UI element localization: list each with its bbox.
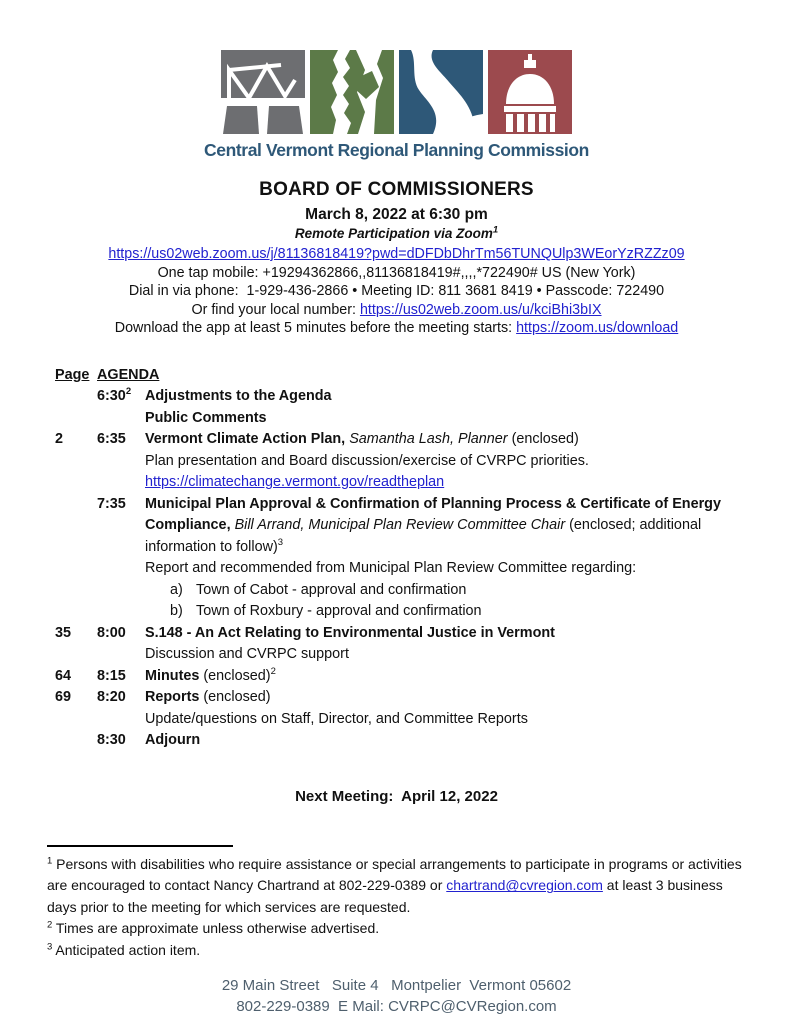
footnote-3: $^3$ Anticipated action item. [47, 941, 201, 958]
page-title: BOARD OF COMMISSIONERS [259, 179, 534, 200]
next-meeting-line: Next Meeting: April 12, 2022 [295, 787, 498, 805]
agenda-row: 2 6:35 Vermont Climate Action Plan, Samantha Lash, Planner (enclosed) [55, 431, 579, 448]
climate-plan-link[interactable]: https://climatechange.vermont.gov/readtheplan [145, 474, 445, 491]
footnote-ref-2: 2 [270, 666, 276, 678]
list-item: b) Town of Roxbury - approval and confirmation [170, 603, 482, 620]
list-item: a) Town of Cabot - approval and confirmation [170, 581, 467, 598]
download-line: Download the app at least 5 minutes before the meeting starts: https://zoom.us/download [114, 320, 679, 337]
footnotes-section [47, 854, 746, 962]
logo-squares [47, 50, 746, 134]
zoom-meeting-link[interactable]: https://us02web.zoom.us/j/81136818419?pwd=dDFDbDhrTm56TUNQUlp3WEorYzRZZz09 [108, 246, 685, 262]
footer-contact: 802-229-0389 E Mail: CVRPC@CVRegion.com [236, 998, 557, 1016]
agenda-row: 64 8:15 Minutes (enclosed)$^2$ [55, 666, 276, 684]
footnote-1: $^1$ Persons with disabilities who require assistance or special arrangements to participate in programs or activities are encouraged to contact Nancy Chartrand at 802-229-0389 or chartrand@cvregion.com at least 3 business days prior to the meeting for which services are requested. [47, 855, 746, 915]
agenda-row: 69 8:20 Reports (enclosed) [55, 689, 271, 706]
agenda-row: 7:35 Municipal Plan Approval & Confirmation of Planning Process & Certificate of Energy Compliance, Bill Arrand, Municipal Plan Review Committee Chair (enclosed; additional information to follow)$^3$ [97, 495, 721, 555]
cvrpc-logo [47, 50, 746, 161]
agenda-row: Report and recommended from Municipal Plan Review Committee regarding: [145, 560, 637, 577]
agenda-row [47, 601, 746, 623]
agenda-section [47, 365, 746, 752]
agenda-row: Public Comments [145, 409, 267, 426]
agenda-header-row [47, 365, 746, 387]
footnote-separator [47, 845, 233, 847]
agenda-row: 35 8:00 S.148 - An Act Relating to Environmental Justice in Vermont [55, 624, 555, 641]
agenda-row: 8:30 Adjourn [97, 732, 201, 749]
agenda-row [47, 472, 746, 494]
local-number-line: Or find your local number: https://us02web.zoom.us/u/kciBhi3bIX [191, 301, 602, 318]
footnote-ref-2: 2 [125, 386, 132, 398]
page-column-header: Page [55, 366, 90, 383]
footer-address: 29 Main Street Suite 4 Montpelier Vermont 05602 [221, 977, 572, 995]
remote-participation-line: Remote Participation via Zoom$^1$ [294, 224, 499, 241]
org-name: Central Vermont Regional Planning Commission [204, 140, 589, 160]
agenda-title: AGENDA [97, 366, 160, 383]
meeting-datetime: March 8, 2022 at 6:30 pm [305, 206, 488, 223]
footnote-ref-1: 1 [492, 224, 499, 236]
footnote-ref-3: 3 [277, 537, 284, 549]
dial-in-line: Dial in via phone: 1-929-436-2866 • Meeting ID: 811 3681 8419 • Passcode: 722490 [128, 283, 665, 300]
footnote-2: $^2$ Times are approximate unless otherwise advertised. [47, 919, 380, 937]
zoom-link-line [47, 245, 746, 264]
document-footer [47, 975, 746, 1017]
vermont-map-icon [310, 50, 394, 134]
bridge-icon [221, 50, 305, 134]
agenda-row: Update/questions on Staff, Director, and Committee Reports [145, 710, 528, 727]
agenda-row [47, 580, 746, 602]
capitol-dome-icon [488, 50, 572, 134]
one-tap-line: One tap mobile: +19294362866,,81136818419#,,,,*722490# US (New York) [157, 264, 636, 281]
agenda-row: Plan presentation and Board discussion/exercise of CVRPC priorities. [145, 452, 589, 469]
zoom-download-link[interactable]: https://zoom.us/download [516, 320, 679, 337]
local-number-link[interactable]: https://us02web.zoom.us/u/kciBhi3bIX [359, 301, 602, 318]
agenda-row: Discussion and CVRPC support [145, 646, 349, 663]
agenda-row: $6:30^2$ Adjustments to the Agenda [97, 386, 332, 405]
chartrand-email-link[interactable]: chartrand@cvregion.com [446, 877, 603, 894]
river-icon [399, 50, 483, 134]
